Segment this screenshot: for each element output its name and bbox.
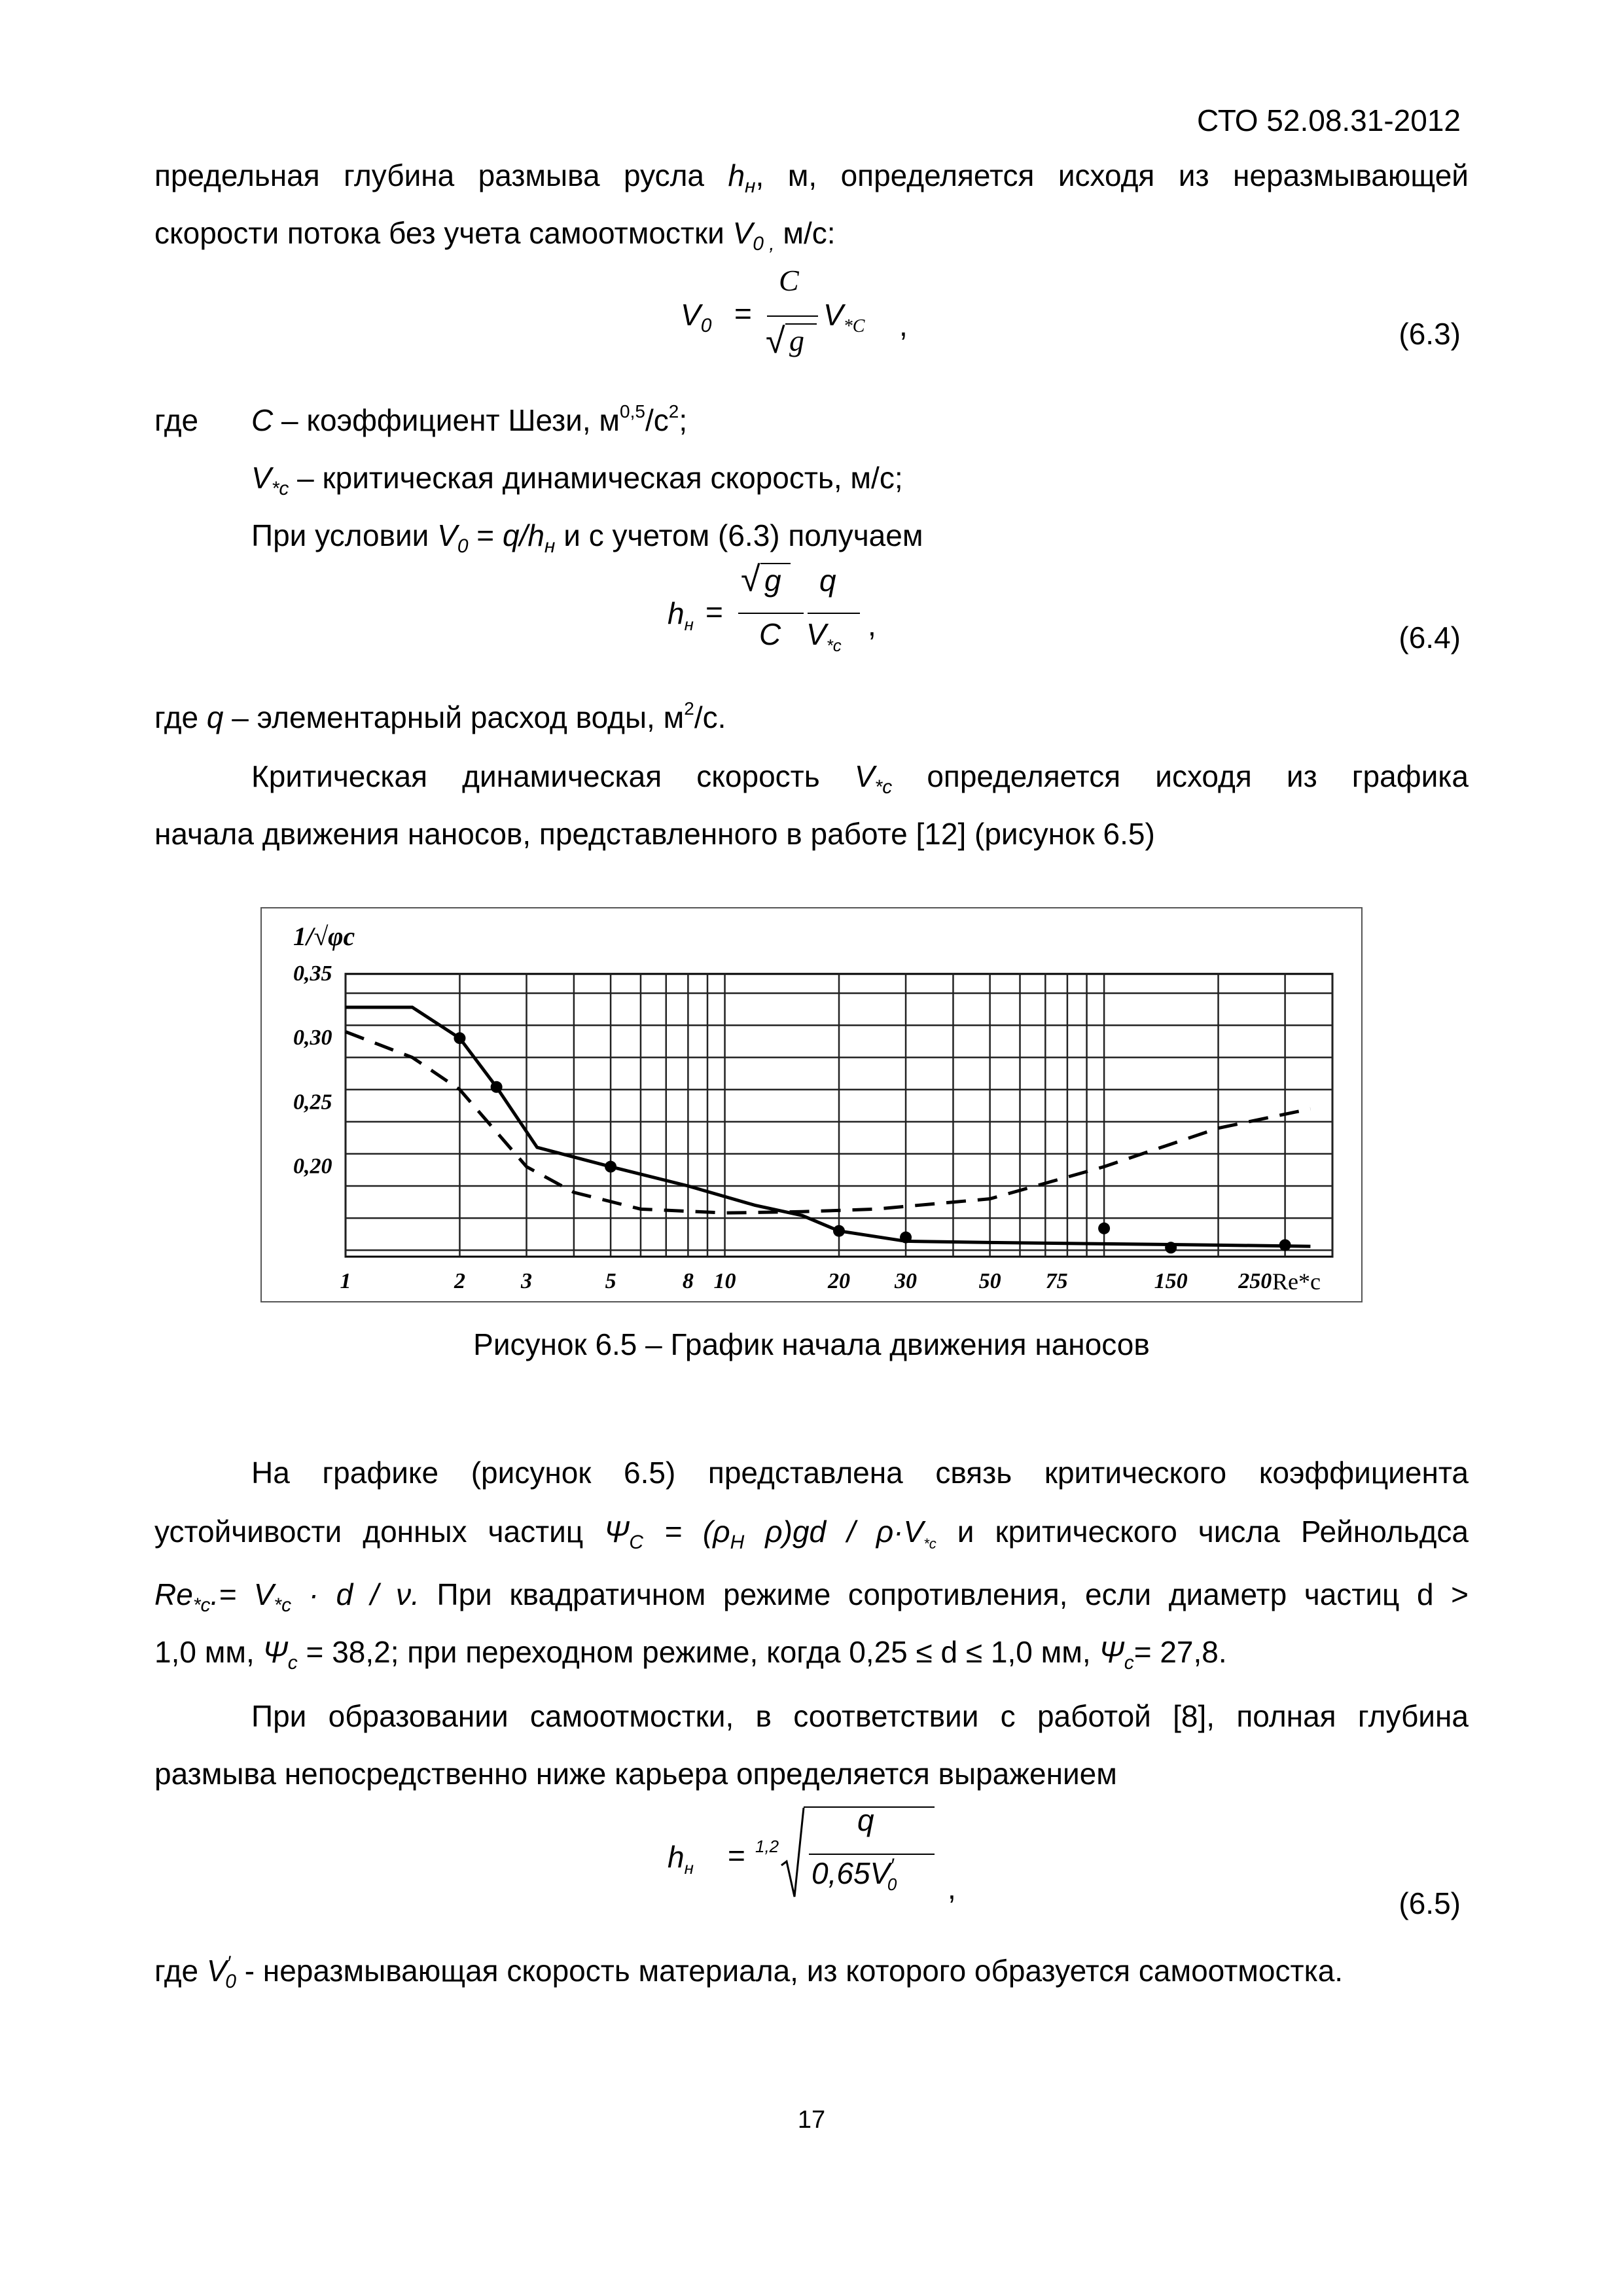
para4-line1: При образовании самоотмостки, в соответствии с работой [8], полная глубина [251,1699,1469,1733]
page-number: 17 [797,2106,826,2134]
text: = 27,8. [1133,1635,1227,1669]
para1-line1 [154,145,1469,206]
def-v [251,448,903,508]
sub: *c [192,1594,211,1616]
text: - неразмывающая скорость материала, из которого образуется самоотмостка. [236,1954,1344,1988]
def-q [154,687,726,747]
eq-sign: = [734,296,752,331]
document-code: СТО 52.08.31-2012 [1197,103,1461,137]
sqrt-sign: √ [766,321,785,361]
sqrt-sign: √ [741,560,760,599]
x-tick-label: 20 [828,1269,850,1293]
equation-number-6-5: (6.5) [1399,1886,1461,1920]
y-tick-label: 0,25 [293,1090,332,1115]
def-c [251,390,687,450]
data-point [833,1225,845,1237]
text: определяется исходя из графика [892,759,1469,793]
var-v: V [251,461,272,495]
eq-lhs [668,596,694,634]
sub: 0 , [753,233,775,255]
v-symbol: V [823,298,844,332]
sub: н [745,175,756,197]
eq-sign: = [705,595,723,629]
para3-line2 [154,1501,1469,1562]
y-tick-label: 0,20 [293,1154,332,1179]
x-tick-label: 150 [1154,1269,1188,1293]
var-q: q/h [502,518,544,552]
text: ρ)gd / ρ·V [744,1515,924,1549]
def-v0-prime [154,1933,1343,2001]
sub: 0 [225,1971,236,1992]
text: = (ρ [643,1515,730,1549]
sub: *c [923,1535,936,1552]
sub: *с [271,478,289,499]
para3-line4 [154,1622,1227,1682]
fraction-bar-2 [808,613,860,614]
data-point [491,1081,503,1093]
comma: , [948,1871,956,1905]
sub: *c [826,636,842,655]
text: При квадратичном режиме сопротивления, если диаметр частиц d > [419,1577,1469,1611]
text: и критического числа Рейнольдса [936,1515,1469,1549]
data-point [1098,1223,1110,1234]
data-point [900,1232,912,1244]
where-label: где [154,403,199,437]
prime: ′ [226,1952,231,1974]
var-v: V [206,1954,227,1988]
x-tick-label: 5 [605,1269,616,1293]
fraction-bar-1 [738,613,804,614]
x-tick-label: 3 [521,1269,533,1293]
equation-6-5 [668,1799,1008,1929]
text: .= V [210,1577,274,1611]
text: – коэффициент Шези, м [273,403,620,437]
condition-line [251,505,923,565]
para1-line2 [154,203,836,263]
psi: Ψ [1099,1635,1124,1669]
sub: 0 [700,315,712,336]
sup: 0,5 [620,401,645,422]
sub: н [684,615,694,634]
x-tick-label: 50 [978,1269,1001,1293]
v-symbol: V [806,617,827,651]
root-sign [780,1805,806,1903]
numerator-c: C [779,264,799,297]
y-tick-label: 0,30 [293,1026,332,1050]
y-tick-label: 0,35 [293,961,332,986]
h-symbol: h [668,1840,685,1874]
eq-sign: = [728,1839,745,1873]
v-symbol: V [681,298,701,332]
text: где [154,1954,207,1988]
var-c: C [251,403,274,437]
para2-line1 [251,746,1469,806]
equation-number-6-4: (6.4) [1399,620,1461,655]
denominator-g: g [789,324,804,357]
var-h: h [728,158,745,192]
sub: c [287,1652,298,1674]
text: 1,0 мм, [154,1635,263,1669]
data-point [1279,1239,1291,1251]
text: устойчивости донных частиц [154,1515,605,1549]
sub: н [544,535,556,557]
text: = 38,2; при переходном режиме, когда 0,25 ≤ d ≤ 1,0 мм, [297,1635,1099,1669]
text: где [154,700,207,734]
critical-velocity-chart [262,908,1361,1301]
sub: C [629,1532,644,1553]
text: и с учетом (6.3) получаем [555,518,923,552]
x-tick-label: 2 [454,1269,465,1293]
equation-number-6-3: (6.3) [1399,317,1461,351]
sub: н [684,1858,694,1878]
figure-frame [260,907,1363,1302]
para3-line1: На графике (рисунок 6.5) представлена связь критического коэффициента [251,1456,1469,1490]
numerator-q: q [819,564,836,598]
equation-6-4 [668,560,955,678]
text: /с [645,403,669,437]
figure-caption: Рисунок 6.5 – График начала движения наносов [473,1327,1150,1361]
x-tick-label: 75 [1045,1269,1068,1293]
var-v: V [732,216,753,250]
text: = [468,518,503,552]
data-point [1165,1242,1177,1253]
sup: 2 [668,401,679,422]
sup: 2 [684,698,694,719]
psi: Ψ [262,1635,288,1669]
eq-lhs [668,1839,694,1878]
comma: , [899,308,908,342]
numerator-q: q [857,1803,874,1837]
text: При условии [251,518,438,552]
denominator-c: C [759,617,781,651]
x-tick-label: 250 [1238,1269,1272,1293]
fraction-bar [767,315,818,317]
para2-line2: начала движения наносов, представленного в работе [12] (рисунок 6.5) [154,817,1155,851]
text: скорости потока без учета самоотмостки [154,216,733,250]
comma: , [868,608,876,642]
text: Критическая динамическая скорость [251,759,855,793]
eq-lhs [681,297,712,336]
chart-series [346,1007,1310,1253]
text: предельная глубина размыва русла [154,158,728,192]
sub: 0 [887,1874,897,1894]
text: ; [679,403,688,437]
x-axis-label: Re*c [1272,1268,1321,1295]
den-text: 0,65V [812,1856,891,1890]
re: Re [154,1577,193,1611]
chart-grid [346,974,1332,1257]
sub: c [1124,1652,1134,1674]
sub: *C [843,316,865,336]
text: , м, определяется исходя из неразмывающей [755,158,1469,192]
x-tick-label: 1 [340,1269,351,1293]
var-q: q [206,700,224,734]
root-index: 1,2 [755,1837,779,1856]
data-point [454,1032,465,1044]
text: – критическая динамическая скорость, м/с; [289,461,903,495]
psi: Ψ [604,1515,630,1549]
data-point [605,1161,616,1173]
x-tick-label: 10 [713,1269,736,1293]
sub: *с [874,776,893,798]
text: /с. [694,700,726,734]
x-tick-label: 8 [682,1269,694,1293]
h-symbol: h [668,596,685,630]
text: · d / ν. [291,1577,419,1611]
para3-line3 [154,1564,1469,1624]
numerator-g: g [764,564,781,598]
sub: 0 [457,535,469,557]
denominator-v [806,617,842,655]
prime: ′ [890,1855,894,1876]
x-tick-label: 30 [895,1269,918,1293]
denominator [812,1855,897,1894]
text: – элементарный расход воды, м [223,700,685,734]
equation-6-3 [681,264,955,380]
text: м/с: [774,216,836,250]
sub: Н [730,1532,745,1553]
sub: *c [274,1594,292,1616]
y-axis-label: 1/√φc [293,922,355,951]
v-star [823,297,865,336]
var-v: V [437,518,457,552]
para4-line2: размыва непосредственно ниже карьера определяется выражением [154,1757,1117,1791]
var-v: V [854,759,875,793]
